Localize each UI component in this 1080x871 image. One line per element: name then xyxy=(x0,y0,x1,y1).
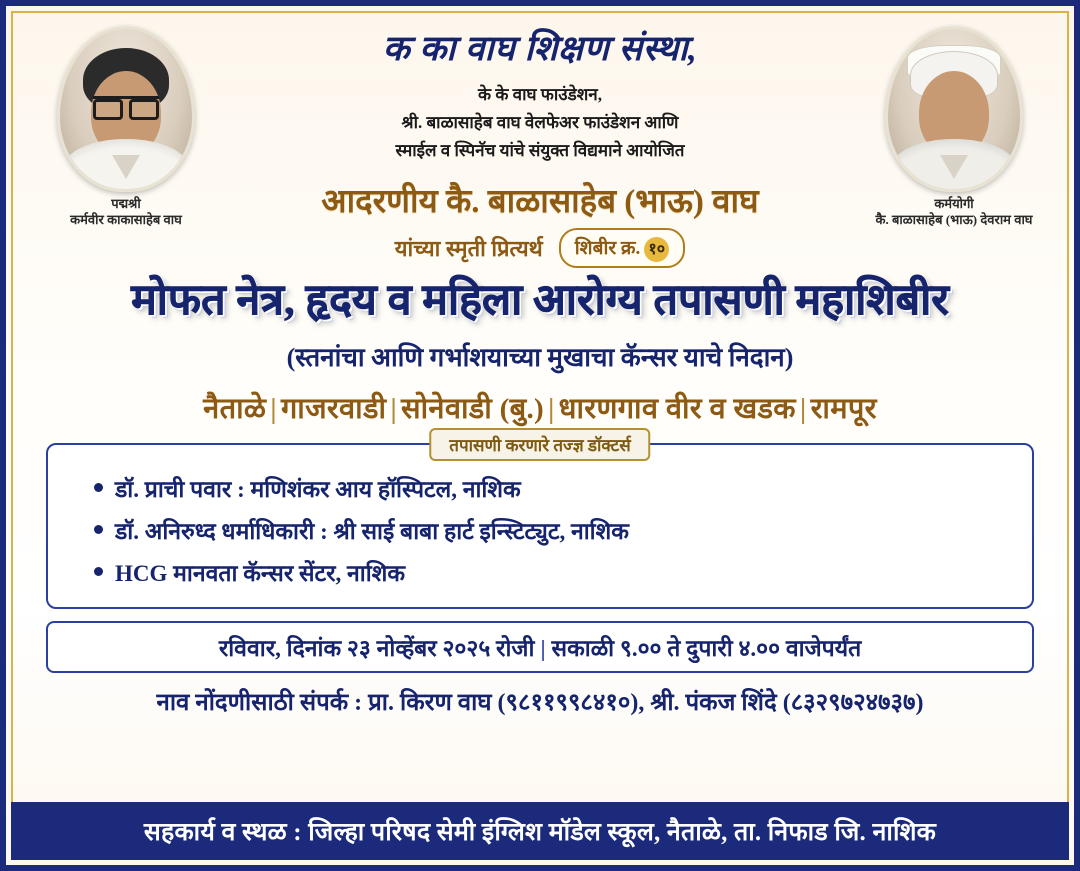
schedule-time: सकाळी ९.०० ते दुपारी ४.०० वाजेपर्यंत xyxy=(551,635,862,661)
bullet-icon xyxy=(94,567,103,576)
portrait-right-caption xyxy=(856,196,1052,229)
doctor-name-text: डॉ. अनिरुध्द धर्माधिकारी : श्री साई बाबा हार्ट इन्स्टिट्युट, नाशिक xyxy=(115,518,629,544)
village-item: नैताळे xyxy=(203,392,267,425)
portrait-right-photo xyxy=(885,26,1023,192)
organization-subtitle xyxy=(228,81,852,165)
doctor-list-item xyxy=(72,509,1008,551)
village-item: रामपूर xyxy=(810,392,877,425)
main-headline: मोफत नेत्र, हृदय व महिला आरोग्य तपासणी महाशिबीर xyxy=(131,277,949,325)
bullet-icon xyxy=(94,483,103,492)
village-separator: | xyxy=(270,392,277,425)
header-text-block xyxy=(224,20,856,268)
camp-number-badge xyxy=(559,228,685,268)
header-section xyxy=(6,6,1074,268)
schedule-date: रविवार, दिनांक २३ नोव्हेंबर २०२५ रोजी xyxy=(218,635,535,661)
village-item: सोनेवाडी (बु.) xyxy=(401,392,544,425)
doctor-name-text: डॉ. प्राची पवार : मणिशंकर आय हॉस्पिटल, नाशिक xyxy=(115,476,521,502)
memorial-name: आदरणीय कै. बाळासाहेब (भाऊ) वाघ xyxy=(321,184,759,221)
portrait-right-caption-line1: कर्मयोगी xyxy=(934,196,974,211)
camp-badge-number: १० xyxy=(644,237,669,262)
schedule-divider: | xyxy=(540,635,546,661)
portrait-left-block xyxy=(28,20,224,229)
doctors-box xyxy=(46,435,1034,609)
doctors-box-title: तपासणी करणारे तज्ज्ञ डॉक्टर्स xyxy=(429,428,650,461)
memorial-row xyxy=(228,228,852,268)
portrait-left-caption xyxy=(28,196,224,229)
registration-contact: नाव नोंदणीसाठी संपर्क : प्रा. किरण वाघ (९८११९९८४१०), श्री. पंकज शिंदे (८३२९७२४७३७) xyxy=(156,689,924,716)
village-separator: | xyxy=(799,392,807,425)
portrait-right-block xyxy=(856,20,1052,229)
village-separator: | xyxy=(547,392,555,425)
organization-line-3: स्माईल व स्पिनॅच यांचे संयुक्त विद्यमाने आयोजित xyxy=(395,141,685,161)
memorial-subtitle: यांच्या स्मृती प्रित्यर्थ xyxy=(394,236,543,262)
portrait-left-caption-line1: पद्मश्री xyxy=(111,196,141,211)
portrait-right-caption-line2: कै. बाळासाहेब (भाऊ) देवराम वाघ xyxy=(875,212,1033,228)
portrait-collar xyxy=(112,155,140,179)
village-item: धारणगाव वीर व खडक xyxy=(558,392,796,425)
portrait-left-photo xyxy=(57,26,195,192)
organization-line-2: श्री. बाळासाहेब वाघ वेलफेअर फाउंडेशन आणि xyxy=(401,113,679,133)
doctor-list-item xyxy=(72,551,1008,593)
organization-line-1: के के वाघ फाउंडेशन, xyxy=(478,85,602,104)
main-subheadline: (स्तनांचा आणि गर्भाशयाच्या मुखाचा कॅन्सर याचे निदान) xyxy=(286,342,794,372)
camp-badge-label: शिबीर क्र. xyxy=(574,238,641,260)
bullet-icon xyxy=(94,525,103,534)
doctor-list-item xyxy=(72,467,1008,509)
portrait-left-caption-line2: कर्मवीर काकासाहेब वाघ xyxy=(70,212,182,228)
glasses-icon xyxy=(93,96,159,115)
venue-footer: सहकार्य व स्थळ : जिल्हा परिषद सेमी इंग्लिश मॉडेल स्कूल, नैताळे, ता. निफाड जि. नाशिक xyxy=(11,802,1069,860)
organization-title: क का वाघ शिक्षण संस्था, xyxy=(382,29,698,68)
village-list xyxy=(6,388,1074,427)
portrait-collar xyxy=(940,155,968,179)
village-separator: | xyxy=(390,392,398,425)
schedule-bar xyxy=(46,621,1034,673)
village-item: गाजरवाडी xyxy=(280,392,387,425)
doctor-name-text: HCG मानवता कॅन्सर सेंटर, नाशिक xyxy=(115,560,406,586)
